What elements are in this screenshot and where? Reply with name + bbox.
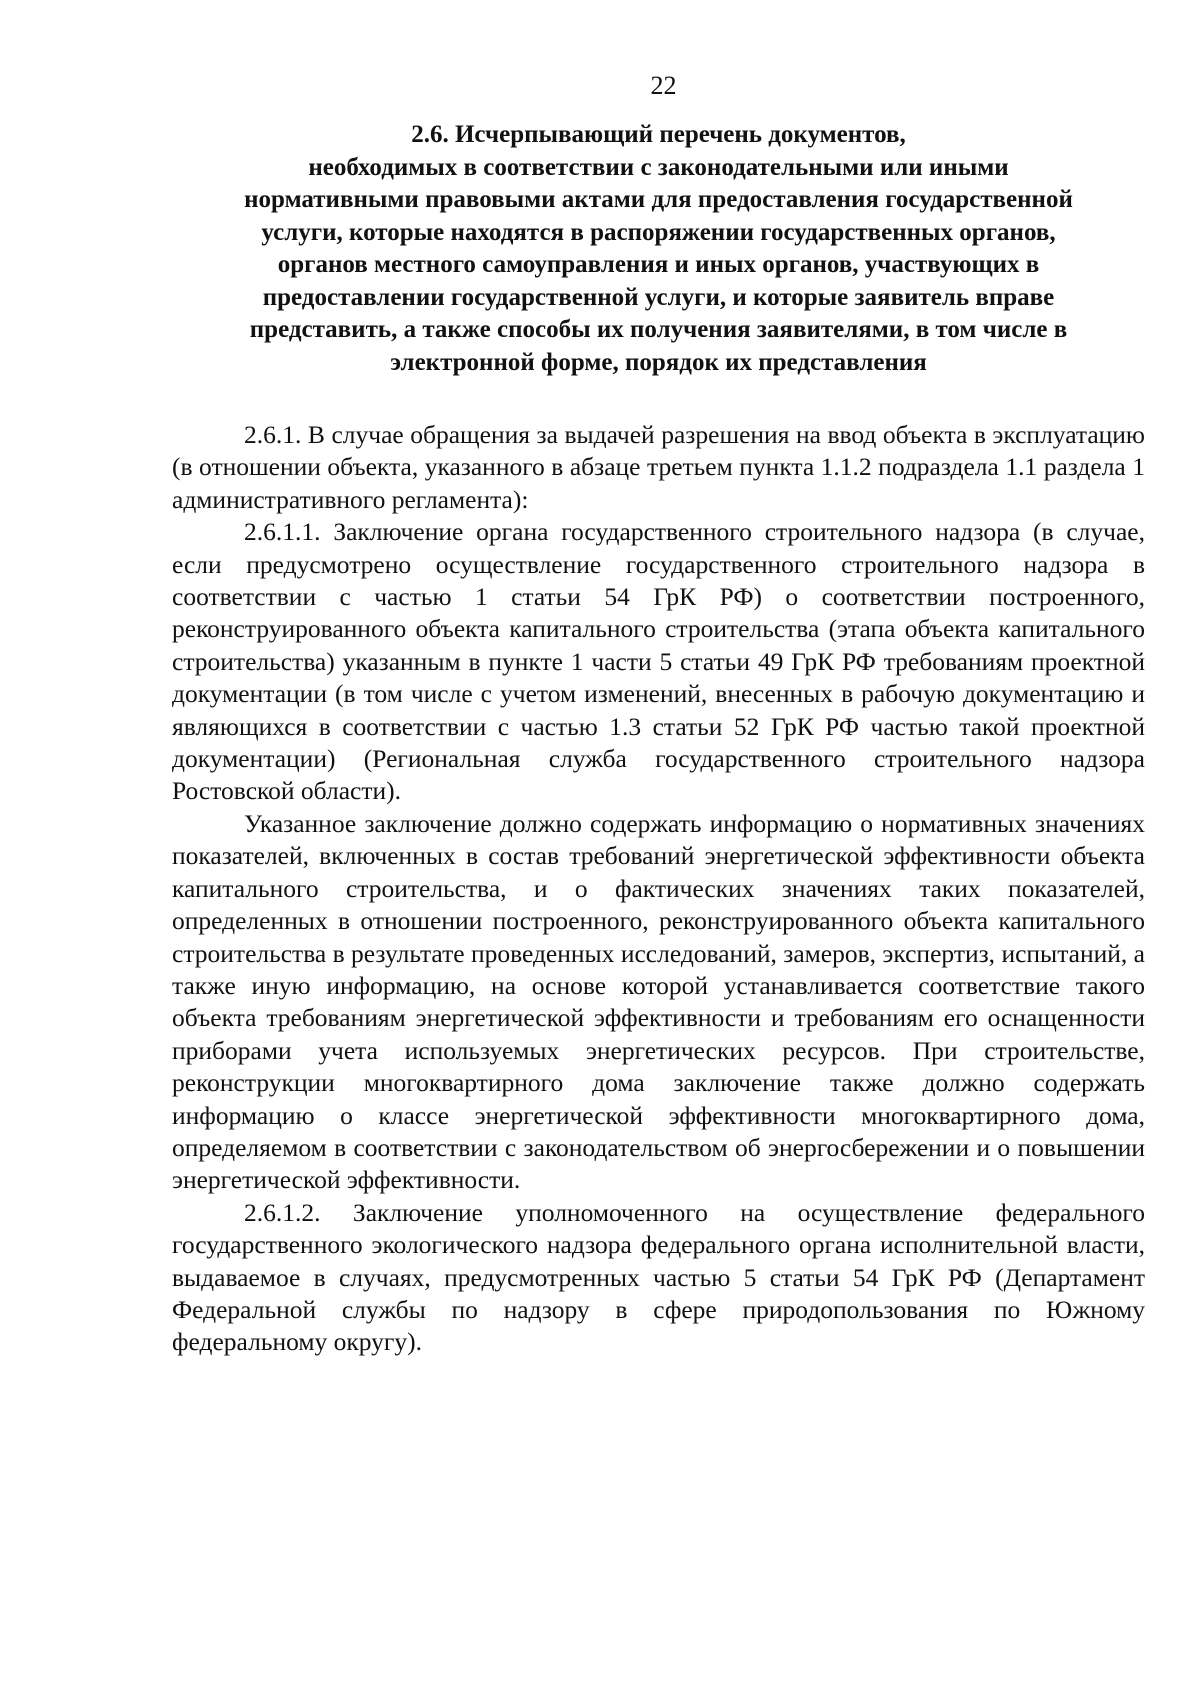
paragraph-2-6-1: 2.6.1. В случае обращения за выдачей разрешения на ввод объекта в эксплуатацию (в отношении объекта, указанного в абзаце третьем пункта 1.1.2 подраздела 1.1 раздела 1 административного регламента):: [172, 420, 1145, 514]
section-heading: [172, 119, 1145, 379]
heading-line: органов местного самоуправления и иных органов, участвующих в: [277, 251, 1040, 278]
page-number: 22: [650, 71, 677, 100]
heading-line: услуги, которые находятся в распоряжении государственных органов,: [261, 218, 1056, 246]
heading-line: 2.6. Исчерпывающий перечень документов,: [411, 121, 906, 148]
paragraph-conclusion-content: Указанное заключение должно содержать информацию о нормативных значениях показателей, включенных в состав требований энергетической эффективности объекта капитального строительства, и о фактических значениях таких показателей, определенных в отношении построенного, реконструированного объекта капитального строительства в результате проведенных исследований, замеров, экспертиз, испытаний, а также иную информацию, на основе которой устанавливается соответствие такого объекта требованиям энергетической эффективности и требованиям его оснащенности приборами учета используемых энергетических ресурсов. При строительстве, реконструкции многоквартирного дома заключение также должно содержать информацию о классе энергетической эффективности многоквартирного дома, определяемом в соответствии с законодательством об энергосбережении и о повышении энергетической эффективности.: [172, 808, 1145, 1195]
heading-line: предоставлении государственной услуги, и которые заявитель вправе: [262, 283, 1055, 311]
heading-line: нормативными правовыми актами для предоставления государственной: [244, 186, 1073, 213]
paragraph-2-6-1-1: 2.6.1.1. Заключение органа государственного строительного надзора (в случае, если предусмотрено осуществление государственного строительного надзора в соответствии с частью 1 статьи 54 ГрК РФ) о соответствии построенного, реконструированного объекта капитального строительства (этапа объекта капитального строительства) указанным в пункте 1 части 5 статьи 49 ГрК РФ требованиям проектной документации (в том числе с учетом изменений, внесенных в рабочую документацию и являющихся в соответствии с частью 1.3 статьи 52 ГрК РФ частью такой проектной документации) (Региональная служба государственного строительного надзора Ростовской области).: [172, 517, 1145, 806]
heading-line: представить, а также способы их получения заявителями, в том числе в: [249, 316, 1068, 343]
body-text: [172, 419, 1145, 1359]
document-page: [172, 70, 1145, 1359]
paragraph-2-6-1-2: 2.6.1.2. Заключение уполномоченного на осуществление федерального государственного экологического надзора федерального органа исполнительной власти, выдаваемое в случаях, предусмотренных частью 5 статьи 54 ГрК РФ (Департамент Федеральной службы по надзору в сфере природопользования по Южному федеральному округу).: [172, 1197, 1145, 1357]
heading-line: необходимых в соответствии с законодательными или иными: [308, 153, 1009, 181]
heading-line: электронной форме, порядок их представления: [390, 348, 927, 376]
